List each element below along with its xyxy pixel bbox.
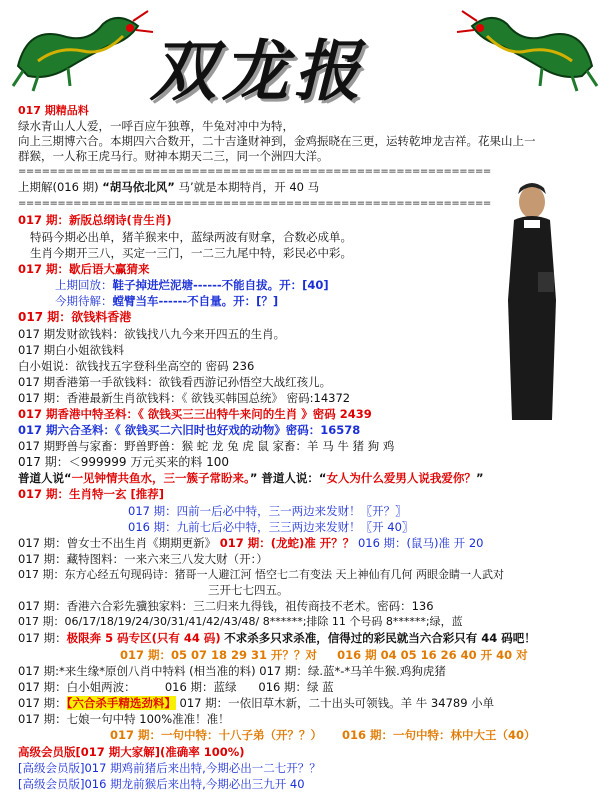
poem-line: 特码今期必出单，猪羊猴来中，蓝绿两波有财拿，合数必成单。 xyxy=(30,230,352,244)
hk-item: 017 期：香港最新生肖欲钱料：《 欲钱买韩国总统》 密码:14372 xyxy=(18,391,351,405)
afterword-this-label: 今期待解： xyxy=(55,294,113,308)
hk-red-line: 017 期香港中特圣料：《 欲钱买三三出特牛来问的生肖 》密码 2439 xyxy=(18,407,372,421)
hk-blue-line: 017 期六合圣料：《 欲钱买二六旧时也好戏的动物》密码：16578 xyxy=(18,423,361,437)
afterword-this xyxy=(55,294,278,308)
hk-item: 017 期发财欲钱料：欲钱找八九今来开四五的生肖。 xyxy=(18,327,286,341)
liuhe-line xyxy=(18,696,494,710)
special-line: 016 期：九前七后必中特，三三两边来发财！〖开 40〗 xyxy=(128,520,414,534)
separator: ============================================================ xyxy=(18,166,491,177)
zeng-line xyxy=(18,536,483,550)
xiao-left: 017 期：白小姐两波： xyxy=(18,680,136,694)
dragon-right-icon xyxy=(452,6,602,94)
sayings-line xyxy=(18,471,484,485)
afterword-last-text: 鞋子掉进烂泥塘------不能自拔。开：[40] xyxy=(112,278,329,292)
last-issue xyxy=(18,180,319,194)
zeng-right: 016 期：(鼠马)准 开 20 xyxy=(357,536,484,550)
sayings-label: 普道人说“ xyxy=(18,471,72,485)
last-issue-suffix: 马’就是本期特肖，开 40 马 xyxy=(178,180,320,194)
qiniang-line: 017 期：七娘一句中特 100%准准！准！ xyxy=(18,712,230,726)
hk-item: 017 期白小姐欲钱料 xyxy=(18,343,125,357)
liuhe-tag: 【六合杀手精选劲料】 xyxy=(66,696,176,710)
east-line2: 三开七七四五。 xyxy=(208,583,289,597)
sayings-text: 一见钟情共鱼水，三一簇子常盼来。 xyxy=(71,471,250,485)
hk-item: 白小姐说：欲钱找五字登科坐高空的 密码 236 xyxy=(18,359,255,373)
hk-beasts-line: 017 期野兽与家畜：野兽野兽：猴 蛇 龙 兔 虎 鼠 家畜：羊 马 牛 猪 狗 鸡 xyxy=(18,439,395,453)
nums-line: 017 期：06/17/18/19/24/30/31/41/42/43/48/ 8******;排除 11 个号码 8******;绿，蓝 xyxy=(18,615,463,628)
zeng-label: 017 期：曾女士不出生肖《期期更新》 xyxy=(18,536,217,550)
hkpro-line: 017 期：香港六合彩先骥独家料：三二归来九得钱，祖传商技不老术。密码：136 xyxy=(18,599,434,613)
vip-heading: 高级会员版[017 期大家解](准确率 100%) xyxy=(18,745,245,759)
liuhe-label: 017 期： xyxy=(18,696,67,710)
xiao-right: 016 期：绿 蓝 xyxy=(258,680,334,694)
last-issue-prefix: 上期解(016 期) xyxy=(18,180,99,194)
header-banner xyxy=(0,0,611,110)
page-title: 双龙报 xyxy=(150,32,366,110)
essence-line: 绿水青山人人爱，一呼百应午独尊，牛兔对冲中为特， xyxy=(18,119,294,133)
kill-label: 017 期： xyxy=(18,631,67,645)
kill-result-left: 017 期：05 07 18 29 31 开？？对 xyxy=(120,648,318,662)
sayings-label: ” xyxy=(475,471,484,485)
afterword-heading: 017 期：歇后语大赢猜来 xyxy=(18,262,150,276)
lucky-line: 017 期:*来生缘*原创八肖中特料 (相当准的料) 017 期：绿.蓝*-*马羊牛猴.鸡狗虎猪 xyxy=(18,664,446,678)
poem-heading: 017 期：新版总纲诗(肯生肖) xyxy=(18,213,172,227)
final-line xyxy=(110,728,536,742)
last-issue-quote: “胡马依北风” xyxy=(102,180,175,194)
essence-heading: 017 期精品料 xyxy=(18,104,89,117)
hk-heading: 017 期：欲钱料香港 xyxy=(18,310,132,324)
separator: ============================================================ xyxy=(18,198,491,209)
final-right: 016 期：一句中特：林中大王（40） xyxy=(342,728,536,742)
person-figure-icon xyxy=(500,180,560,430)
xiao-mid: 016 期：蓝绿 xyxy=(164,680,237,694)
afterword-last-label: 上期回放： xyxy=(55,278,113,292)
final-left: 017 期：一句中特：十八子弟（开？？） xyxy=(110,728,323,742)
sayings-text: 女人为什么爱男人说我爱你？ xyxy=(326,471,476,485)
essence-line: 向上三期博六合。本期四六合数开，二十吉逢财神到，金鸡振晓在三更，运转乾坤龙吉祥。花果山上一 xyxy=(18,134,536,148)
special-line: 017 期：四前一后必中特，三一两边来发财！〖开？〗 xyxy=(128,504,407,518)
poem-line: 生肖今期开三八，买定一三门，一二三九尾中特，彩民必中彩。 xyxy=(30,246,352,260)
vip-line: [高级会员版]016 期龙前猴后来出特,今期必出三九开 40 xyxy=(18,777,305,791)
afterword-last xyxy=(55,278,329,292)
zeng-mid: 017 期：(龙蛇)准 开？？ xyxy=(219,536,355,550)
hk-big-line: 017 期：＜999999 万元买来的料 100 xyxy=(18,455,230,469)
dragon-left-icon xyxy=(8,6,158,94)
kill-red: 极限奔 5 码专区(只有 44 码) xyxy=(66,631,221,645)
vip-line: [高级会员版]017 期鸡前猪后来出特,今期必出一二七开？？ xyxy=(18,761,321,775)
essence-line: 群猴，一人称王虎马行。财神本期天二三，同一个洲四大洋。 xyxy=(18,149,329,163)
sayings-label: ” 普道人说：“ xyxy=(249,471,327,485)
liuhe-text: 017 期：一依旧草木新，二十出头可领钱。羊 牛 34789 小单 xyxy=(179,696,495,710)
special-heading: 017 期：生肖特一玄 [推荐] xyxy=(18,487,165,501)
kill-line xyxy=(18,631,536,645)
kill-result-right: 016 期 04 05 16 26 40 开 40 对 xyxy=(337,648,528,662)
hk-item: 017 期香港第一手欲钱料：欲钱看西游记孙悟空大战红孩儿。 xyxy=(18,375,332,389)
xiao-line xyxy=(18,680,334,694)
kill-text: 不求杀多只求杀准，信得过的彩民就当六合彩只有 44 码吧！ xyxy=(224,631,536,645)
kill-result-line xyxy=(120,648,528,662)
east-line: 017 期：东方心经五句现码诗：猪哥一人避江河 悟空七二有变法 天上神仙有几何 两眼金睛一人武对 xyxy=(18,568,504,581)
hidden-line: 017 期：藏特图料：一来六来三八发大财（开：） xyxy=(18,552,268,566)
afterword-this-text: 螳臂当车------不自量。开：[？] xyxy=(112,294,279,308)
